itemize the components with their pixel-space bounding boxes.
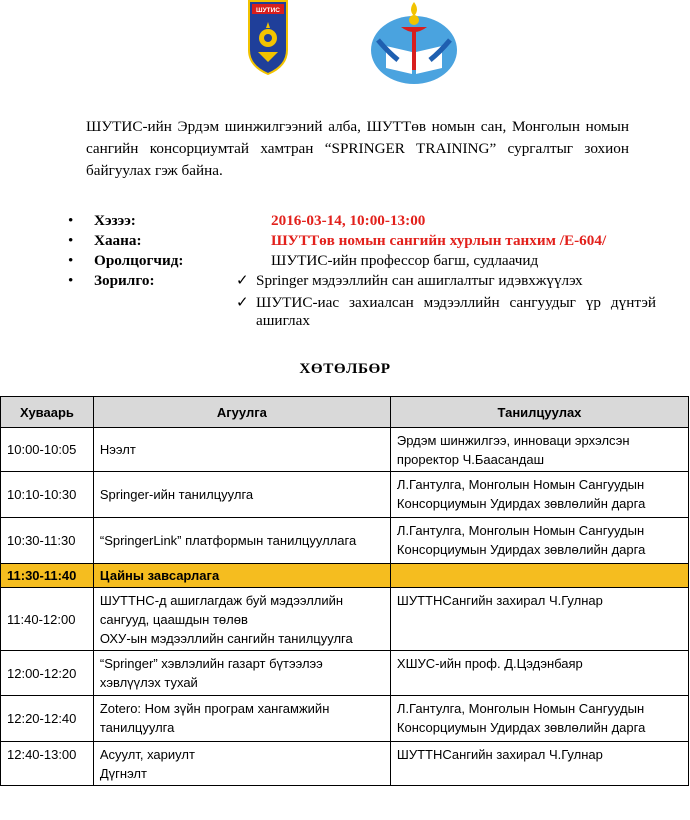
cell-presenter: Л.Гантулга, Монголын Номын Сангуудын Консорциумын Удирдах зөвлөлийн дарга [390, 696, 688, 742]
table-row [1, 518, 689, 564]
schedule-table [0, 396, 689, 786]
table-row [1, 472, 689, 518]
cell-content: Zotero: Ном зүйн програм хангамжийн танилцуулга [93, 696, 390, 742]
cell-time: 10:00-10:05 [1, 428, 94, 472]
checkmark-icon: ✓ [236, 294, 249, 311]
bullet-icon: • [68, 272, 74, 289]
goal-text: Springer мэдээллийн сан ашиглалтыг идэвхжүүлэх [256, 272, 583, 289]
table-header-row [1, 397, 689, 428]
cell-time: 11:30-11:40 [1, 564, 94, 588]
table-row [1, 588, 689, 651]
cell-content: “SpringerLink” платформын танилцууллага [93, 518, 390, 564]
column-header: Танилцуулах [390, 397, 688, 428]
cell-time: 12:00-12:20 [1, 651, 94, 696]
soyombo-open-book-logo [368, 0, 460, 88]
cell-content: “Springer” хэвлэлийн газарт бүтээлээ хэвлүүлэх тухай [93, 651, 390, 696]
cell-presenter: Эрдэм шинжилгээ, инноваци эрхэлсэн проректор Ч.Баасандаш [390, 428, 688, 472]
detail-participants [60, 252, 660, 272]
detail-label: Зорилго: [94, 272, 155, 289]
detail-where [60, 232, 660, 252]
table-row [1, 742, 689, 786]
intro-paragraph: ШУТИС-ийн Эрдэм шинжилгээний алба, ШУТТөв номын сан, Монголын номын сангийн консорциумтай хамтран “SPRINGER TRAINING” сургалтыг зохион байгуулах гэж байна. [86, 118, 629, 179]
detail-label: Хэзээ: [94, 212, 136, 229]
column-header: Агуулга [93, 397, 390, 428]
detail-label: Оролцогчид: [94, 252, 184, 269]
cell-content: Springer-ийн танилцуулга [93, 472, 390, 518]
table-row [1, 696, 689, 742]
cell-presenter: ХШУС-ийн проф. Д.Цэдэнбаяр [390, 651, 688, 696]
detail-label: Хаана: [94, 232, 142, 249]
cell-presenter: Л.Гантулга, Монголын Номын Сангуудын Консорциумын Удирдах зөвлөлийн дарга [390, 518, 688, 564]
cell-time: 12:20-12:40 [1, 696, 94, 742]
cell-presenter: ШУТТНСангийн захирал Ч.Гулнар [390, 742, 688, 786]
cell-presenter: ШУТТНСангийн захирал Ч.Гулнар [390, 588, 688, 651]
bullet-icon: • [68, 252, 74, 269]
column-header: Хуваарь [1, 397, 94, 428]
cell-time: 12:40-13:00 [1, 742, 94, 786]
university-shield-logo [248, 0, 288, 75]
table-row [1, 651, 689, 696]
cell-time: 10:10-10:30 [1, 472, 94, 518]
cell-content: Нээлт [93, 428, 390, 472]
detail-value: ШУТТөв номын сангийн хурлын танхим /E-604/ [271, 232, 607, 249]
goal-item [228, 294, 656, 330]
cell-time: 10:30-11:30 [1, 518, 94, 564]
detail-value: ШУТИС-ийн профессор багш, судлаачид [271, 252, 539, 269]
bullet-icon: • [68, 212, 74, 229]
cell-time: 11:40-12:00 [1, 588, 94, 651]
break-row [1, 564, 689, 588]
cell-presenter [390, 564, 688, 588]
table-row [1, 428, 689, 472]
goal-item [228, 272, 656, 290]
svg-text:ШУТИС: ШУТИС [256, 7, 280, 14]
cell-content: Цайны завсарлага [93, 564, 390, 588]
detail-when [60, 212, 660, 232]
cell-content: Асуулт, хариулт Дүгнэлт [93, 742, 390, 786]
cell-content: ШУТТНС-д ашиглагдаж буй мэдээллийн сангууд, цаашдын төлөв ОХУ-ын мэдээллийн сангийн танилцуулга [93, 588, 390, 651]
checkmark-icon: ✓ [236, 272, 249, 289]
goals-list [228, 272, 656, 334]
cell-presenter: Л.Гантулга, Монголын Номын Сангуудын Консорциумын Удирдах зөвлөлийн дарга [390, 472, 688, 518]
bullet-icon: • [68, 232, 74, 249]
program-title: ХӨТӨЛБӨР [299, 360, 391, 377]
detail-value: 2016-03-14, 10:00-13:00 [271, 212, 426, 229]
goal-text: ШУТИС-иас захиалсан мэдээллийн сангуудыг үр дүнтэй ашиглах [256, 294, 656, 329]
